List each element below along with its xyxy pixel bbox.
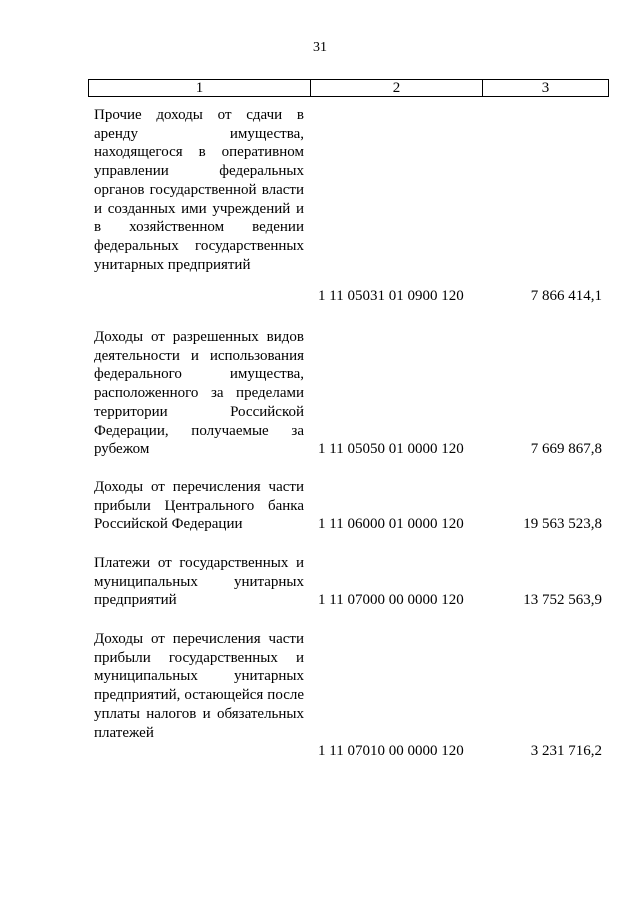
table-header — [88, 79, 609, 97]
table-row — [0, 478, 640, 536]
header-col-2: 2 — [311, 80, 483, 97]
row-amount: 19 563 523,8 — [523, 516, 602, 532]
header-col-1: 1 — [89, 80, 311, 97]
row-code: 1 11 05031 01 0900 120 — [318, 288, 464, 304]
row-description: Платежи от государственных и муниципальных унитарных предприятий — [94, 555, 304, 609]
row-code: 1 11 07010 00 0000 120 — [318, 743, 464, 759]
row-amount: 3 231 716,2 — [530, 743, 602, 759]
table-row — [0, 328, 640, 460]
table-row — [0, 630, 640, 762]
row-description: Прочие доходы от сдачи в аренду имущества, находящегося в оперативном управлении федеральных органов государственной власти и созданных ими учреждений и в хозяйственном ведении федеральных государственных унитарных предприятий — [94, 107, 304, 273]
header-col-3: 3 — [483, 80, 609, 97]
row-code: 1 11 05050 01 0000 120 — [318, 441, 464, 457]
row-code: 1 11 06000 01 0000 120 — [318, 516, 464, 532]
page-number: 31 — [313, 40, 327, 55]
row-description: Доходы от перечисления части прибыли Центрального банка Российской Федерации — [94, 479, 304, 533]
row-description: Доходы от разрешенных видов деятельности и использования федерального имущества, расположенного за пределами территории Российской Федерации, получаемые за рубежом — [94, 329, 304, 458]
table-row — [0, 106, 640, 311]
row-amount: 7 866 414,1 — [530, 288, 602, 304]
table-row — [0, 554, 640, 612]
row-amount: 7 669 867,8 — [530, 441, 602, 457]
row-description: Доходы от перечисления части прибыли государственных и муниципальных унитарных предприятий, остающейся после уплаты налогов и обязательных платежей — [94, 631, 304, 741]
row-amount: 13 752 563,9 — [523, 592, 602, 608]
row-code: 1 11 07000 00 0000 120 — [318, 592, 464, 608]
